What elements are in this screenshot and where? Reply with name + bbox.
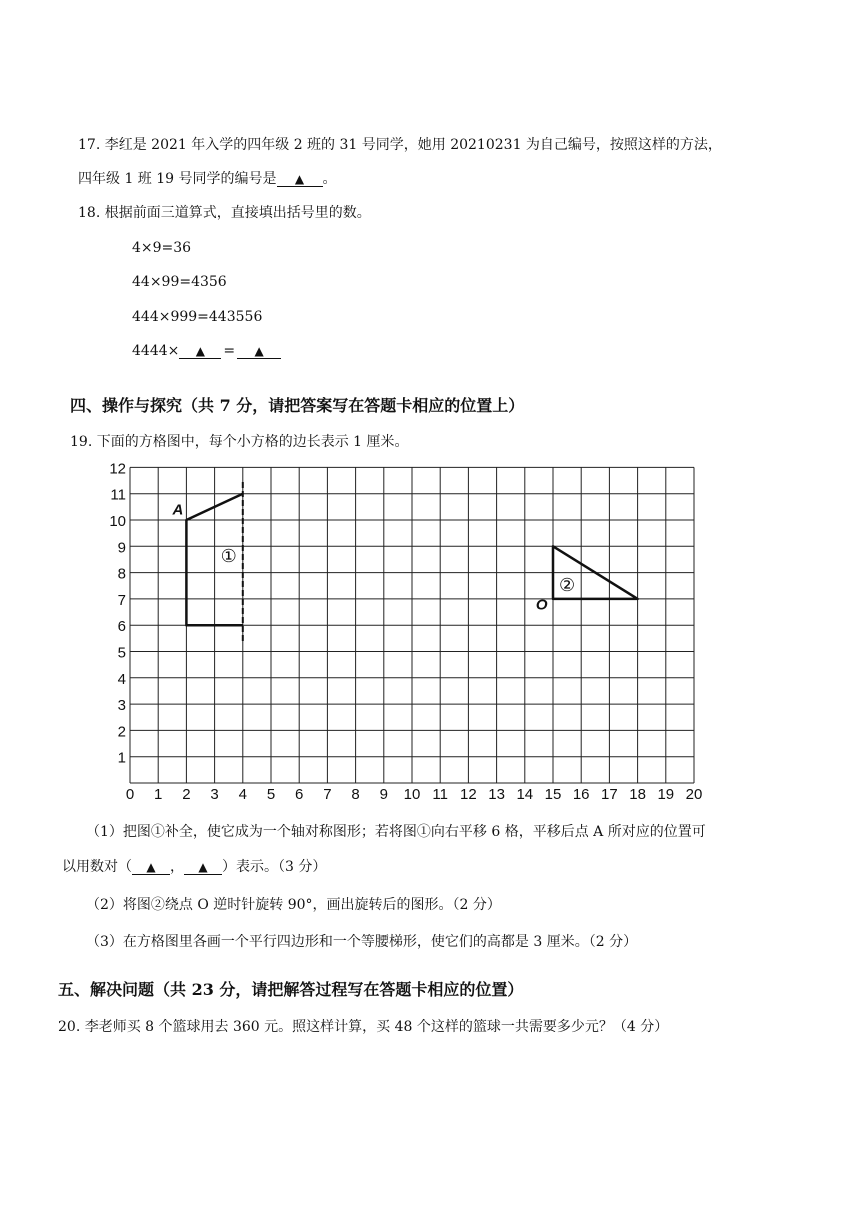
q18-eq2: 44×99=4356 xyxy=(132,274,227,290)
section4-heading: 四、操作与探究（共 7 分，请把答案写在答题卡相应的位置上） xyxy=(70,396,525,415)
x-tick-label: 16 xyxy=(572,786,590,803)
q20-question: 20. 李老师买 8 个篮球用去 360 元。照这样计算，买 48 个这样的篮球一共需要多少元？（4 分） xyxy=(58,1019,669,1035)
q17-line2-end: 。 xyxy=(322,171,337,187)
q19-part1-line2-text: 以用数对（ xyxy=(62,859,132,875)
x-tick-label: 1 xyxy=(154,786,163,803)
y-tick-label: 2 xyxy=(117,723,126,741)
q18-eq4-left: 4444× xyxy=(132,343,180,359)
x-tick-label: 18 xyxy=(629,786,646,803)
x-tick-label: 7 xyxy=(323,786,332,803)
x-tick-label: 17 xyxy=(601,786,618,803)
point-o-label: O xyxy=(535,596,548,614)
x-tick-label: 0 xyxy=(125,786,135,803)
q17-blank-mark: ▲ xyxy=(294,172,305,186)
q19-part1-comma: ， xyxy=(170,859,184,875)
y-tick-label: 11 xyxy=(110,486,126,504)
q18-eq4-equals: = xyxy=(223,343,236,359)
x-tick-label: 2 xyxy=(182,786,191,803)
y-tick-label: 9 xyxy=(117,539,126,557)
q18-eq1: 4×9=36 xyxy=(132,240,192,256)
q19-title: 19. 下面的方格图中，每个小方格的边长表示 1 厘米。 xyxy=(70,434,409,450)
q18-eq3: 444×999=443556 xyxy=(132,309,263,325)
q19-part3: （3）在方格图里各画一个平行四边形和一个等腰梯形，使它们的高都是 3 厘米。（2 分） xyxy=(86,934,638,950)
q18-blank-1-mark: ▲ xyxy=(195,344,205,358)
q18-title: 18. 根据前面三道算式，直接填出括号里的数。 xyxy=(78,205,371,221)
y-tick-label: 4 xyxy=(117,670,126,688)
q17-line2-text: 四年级 1 班 19 号同学的编号是 xyxy=(78,171,277,187)
y-tick-label: 6 xyxy=(117,618,126,636)
y-tick-label: 5 xyxy=(117,644,126,662)
q19-part1-line1: （1）把图①补全，使它成为一个轴对称图形；若将图①向右平移 6 格，平移后点 A 所对应的位置可 xyxy=(86,824,706,840)
x-tick-label: 12 xyxy=(460,786,477,803)
figure-2-label: ② xyxy=(559,575,576,596)
y-tick-label: 3 xyxy=(117,697,126,715)
x-tick-label: 11 xyxy=(432,786,448,803)
x-tick-label: 15 xyxy=(544,786,562,803)
x-tick-label: 14 xyxy=(516,786,534,803)
x-tick-label: 3 xyxy=(210,786,219,803)
q19-part1-blank-1-mark: ▲ xyxy=(146,860,156,874)
y-tick-label: 8 xyxy=(117,565,126,583)
figure-1-label: ① xyxy=(220,546,237,567)
point-a-label: A xyxy=(172,501,184,519)
q19-part1-line2 xyxy=(62,858,326,876)
q19-part1-blank-1 xyxy=(132,860,170,875)
x-tick-label: 10 xyxy=(403,786,421,803)
q19-part1-blank-2 xyxy=(184,860,222,875)
q19-part1-blank-2-mark: ▲ xyxy=(198,860,208,874)
x-tick-label: 20 xyxy=(685,786,703,803)
q19-part1-line2-end: ）表示。（3 分） xyxy=(222,859,327,875)
x-tick-label: 6 xyxy=(295,786,304,803)
x-tick-label: 13 xyxy=(488,786,505,803)
x-tick-label: 5 xyxy=(266,786,276,803)
x-tick-label: 4 xyxy=(238,786,247,803)
section5-heading: 五、解决问题（共 23 分，请把解答过程写在答题卡相应的位置） xyxy=(58,980,524,999)
y-tick-label: 7 xyxy=(117,591,126,609)
x-tick-label: 19 xyxy=(657,786,675,803)
y-tick-label: 12 xyxy=(109,460,126,478)
q18-blank-2-mark: ▲ xyxy=(254,344,264,358)
x-tick-label: 9 xyxy=(379,786,388,803)
q17-line1: 17. 李红是 2021 年入学的四年级 2 班的 31 号同学，她用 20210231 为自己编号，按照这样的方法， xyxy=(78,137,722,153)
y-tick-label: 1 xyxy=(117,749,126,767)
y-tick-label: 10 xyxy=(109,513,126,530)
q19-part2: （2）将图②绕点 O 逆时针旋转 90°，画出旋转后的图形。（2 分） xyxy=(86,897,501,913)
x-tick-label: 8 xyxy=(351,786,360,803)
